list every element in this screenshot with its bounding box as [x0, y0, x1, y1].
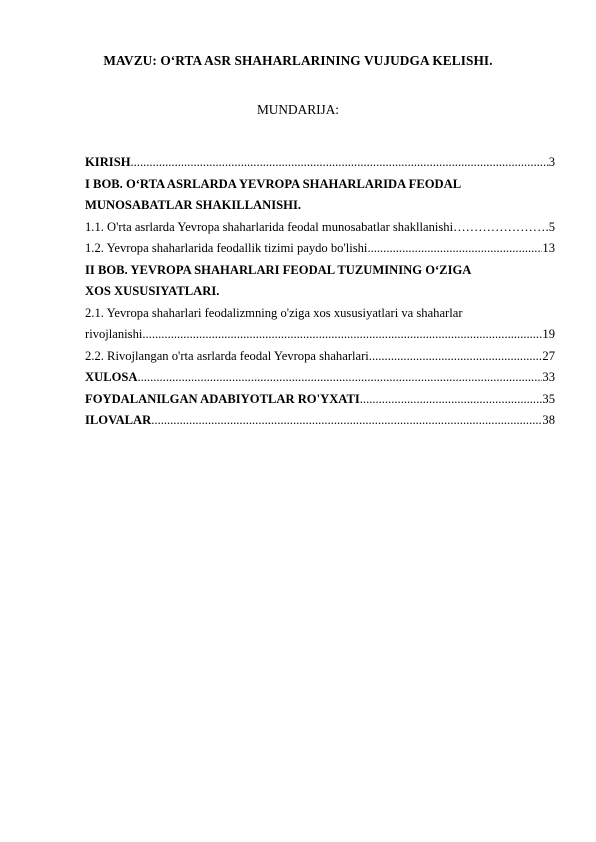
toc-entry-page: 38	[542, 413, 555, 427]
toc-leader-dots	[360, 389, 543, 411]
toc-entry-label: ILOVALAR	[85, 413, 152, 427]
toc-entry-label: 1.2. Yevropa shaharlarida feodallik tizimi paydo bo'lishi	[85, 241, 368, 255]
toc-entry-kirish	[85, 152, 555, 174]
table-of-contents	[85, 152, 555, 432]
toc-entry-label: 2.2. Rivojlangan o'rta asrlarda feodal Yevropa shaharlari	[85, 348, 369, 363]
toc-heading: MUNDARIJA:	[256, 102, 339, 117]
toc-leader-dots	[453, 217, 545, 239]
toc-entry-xulosa	[85, 367, 555, 389]
toc-entry-label: 1.1. O'rta asrlarda Yevropa shaharlarida feodal munosabatlar shakllanishi	[85, 219, 454, 234]
toc-chapter-1-line-2: MUNOSABATLAR SHAKILLANISHI.	[85, 198, 301, 212]
toc-leader-dots	[142, 324, 542, 346]
toc-entry-label: rivojlanishi	[85, 327, 143, 341]
toc-entry-adabiyotlar	[85, 389, 555, 411]
toc-entry-page: .5	[545, 219, 555, 234]
toc-entry-page: 27	[542, 348, 555, 363]
toc-entry-ilovalar	[85, 410, 555, 432]
toc-entry-page: 35	[542, 391, 555, 406]
toc-entry-page: 13	[542, 241, 555, 255]
toc-entry-1-2	[85, 238, 555, 260]
toc-chapter-2-line-2: XOS XUSUSIYATLARI.	[85, 284, 220, 298]
document-title: MAVZU: O‘RTA ASR SHAHARLARINING VUJUDGA KELISHI.	[103, 53, 493, 68]
toc-leader-dots	[367, 238, 542, 260]
toc-entry-2-1-line-1: 2.1. Yevropa shaharlari feodalizmning o'ziga xos xususiyatlari va shaharlar	[85, 305, 463, 320]
toc-leader-dots	[151, 410, 542, 432]
toc-leader-dots	[131, 152, 549, 174]
toc-entry-2-2	[85, 346, 555, 368]
toc-entry-label: FOYDALANILGAN ADABIYOTLAR RO'YXATI	[85, 391, 360, 406]
toc-entry-label: XULOSA	[85, 370, 138, 384]
toc-entry-page: 3	[548, 155, 555, 169]
toc-entry-2-1	[85, 324, 555, 346]
toc-entry-page: 19	[542, 327, 555, 341]
toc-entry-page: 33	[542, 370, 555, 384]
toc-chapter-1-line-1: I BOB. O‘RTA ASRLARDA YEVROPA SHAHARLARIDA FEODAL	[85, 176, 462, 191]
toc-leader-dots	[369, 346, 543, 368]
toc-entry-label: KIRISH	[85, 155, 131, 169]
toc-leader-dots	[137, 367, 542, 389]
toc-entry-1-1	[85, 217, 555, 239]
toc-chapter-2-line-1: II BOB. YEVROPA SHAHARLARI FEODAL TUZUMINING O‘ZIGA	[85, 262, 472, 277]
